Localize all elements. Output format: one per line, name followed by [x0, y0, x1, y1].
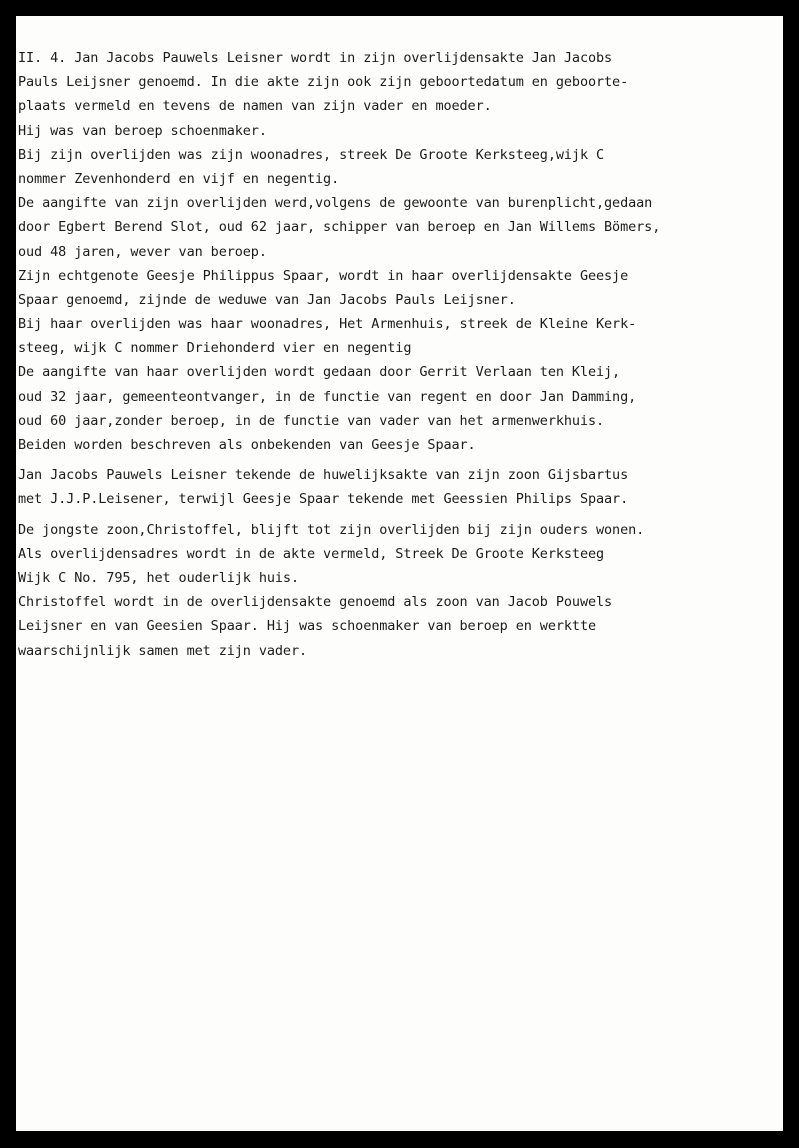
- text-line: nommer Zevenhonderd en vijf en negentig.: [18, 170, 340, 187]
- text-line: Als overlijdensadres wordt in de akte vermeld, Streek De Groote Kerksteeg: [18, 545, 605, 562]
- text-line: oud 32 jaar, gemeenteontvanger, in de functie van regent en door Jan Damming,: [18, 388, 637, 405]
- text-line: Christoffel wordt in de overlijdensakte genoemd als zoon van Jacob Pouwels: [18, 594, 613, 611]
- text-line: Hij was van beroep schoenmaker.: [18, 122, 267, 139]
- text-line: Leijsner en van Geesien Spaar. Hij was schoenmaker van beroep en werktte: [18, 618, 596, 635]
- text-line: Beiden worden beschreven als onbekenden van Geesje Spaar.: [18, 437, 476, 453]
- paragraph: [18, 518, 783, 663]
- text-line: Wijk C No. 795, het ouderlijk huis.: [18, 569, 299, 586]
- text-line: door Egbert Berend Slot, oud 62 jaar, schipper van beroep en Jan Willems Bömers,: [18, 219, 661, 236]
- text-line: plaats vermeld en tevens de namen van zijn vader en moeder.: [18, 98, 492, 115]
- text-line: Bij haar overlijden was haar woonadres, Het Armenhuis, streek de Kleine Kerk-: [18, 316, 637, 333]
- text-line: Bij zijn overlijden was zijn woonadres, streek De Groote Kerksteeg,wijk C: [18, 146, 605, 163]
- text-line: Spaar genoemd, zijnde de weduwe van Jan Jacobs Pauls Leijsner.: [18, 291, 516, 308]
- text-line: met J.J.P.Leisener, terwijl Geesje Spaar tekende met Geessien Philips Spaar.: [18, 491, 629, 508]
- document-page: [16, 16, 783, 1131]
- text-line: Jan Jacobs Pauwels Leisner tekende de huwelijksakte van zijn zoon Gijsbartus: [18, 467, 629, 484]
- text-line: waarschijnlijk samen met zijn vader.: [18, 642, 307, 659]
- text-line: oud 60 jaar,zonder beroep, in de functie van vader van het armenwerkhuis.: [18, 412, 605, 429]
- text-line: steeg, wijk C nommer Driehonderd vier en negentig: [18, 340, 412, 357]
- paragraph: [18, 463, 783, 511]
- document-text: [18, 46, 783, 663]
- text-line: De aangifte van zijn overlijden werd,volgens de gewoonte van burenplicht,gedaan: [18, 195, 653, 212]
- text-line: De jongste zoon,Christoffel, blijft tot zijn overlijden bij zijn ouders wonen.: [18, 521, 645, 538]
- paragraph: [18, 46, 783, 457]
- text-line: Zijn echtgenote Geesje Philippus Spaar, wordt in haar overlijdensakte Geesje: [18, 267, 629, 284]
- text-line: oud 48 jaren, wever van beroep.: [18, 243, 267, 260]
- text-line: De aangifte van haar overlijden wordt gedaan door Gerrit Verlaan ten Kleij,: [18, 364, 621, 381]
- text-line: Pauls Leijsner genoemd. In die akte zijn ook zijn geboortedatum en geboorte-: [18, 74, 629, 91]
- text-line: II. 4. Jan Jacobs Pauwels Leisner wordt in zijn overlijdensakte Jan Jacobs: [18, 50, 613, 66]
